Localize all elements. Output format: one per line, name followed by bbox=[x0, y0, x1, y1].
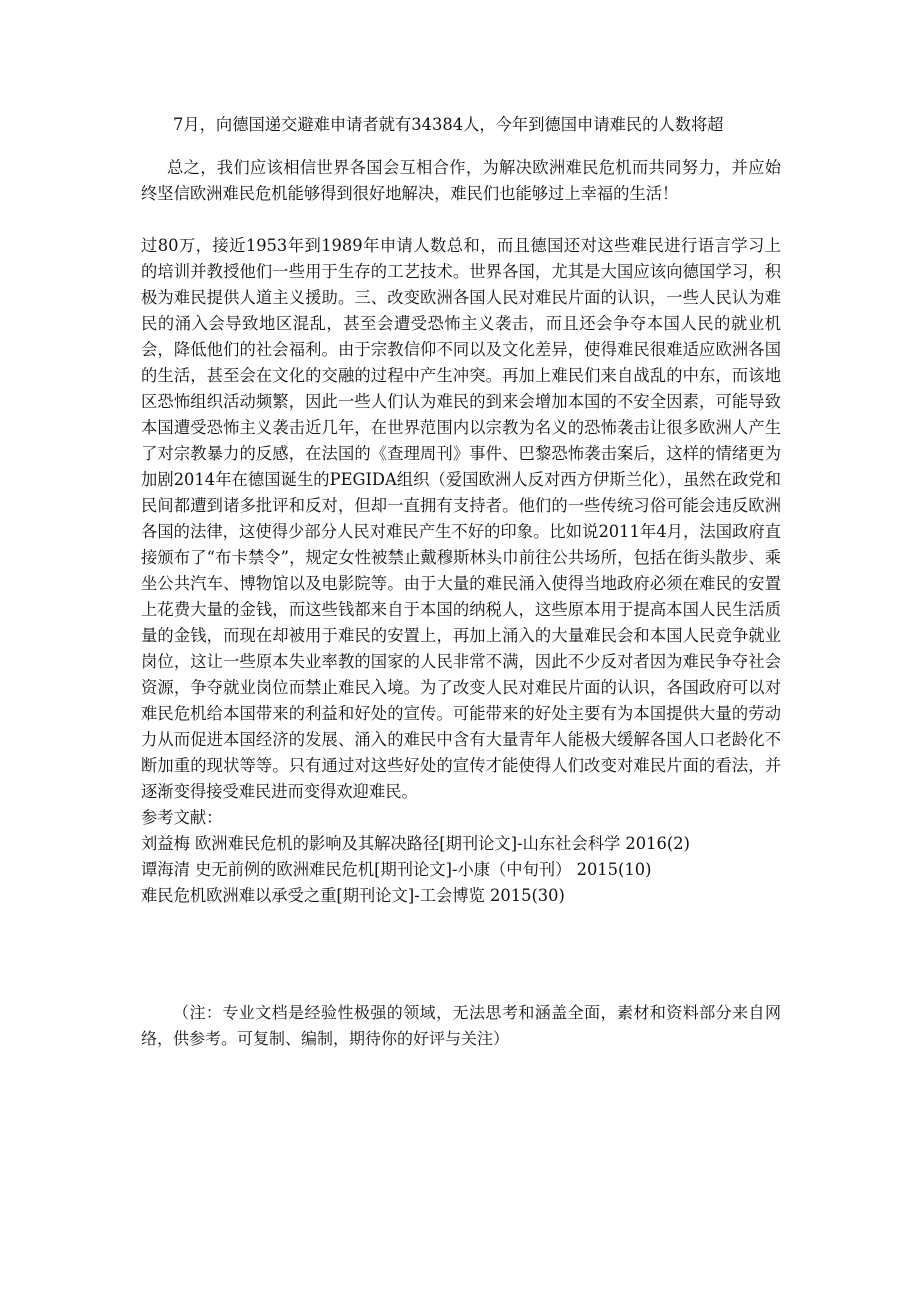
note-paragraph: （注：专业文档是经验性极强的领域，无法思考和涵盖全面，素材和资料部分来自网络，供参考。可复制、编制，期待你的好评与关注） bbox=[141, 1003, 781, 1048]
reference-item: 难民危机欧洲难以承受之重[期刊论文]-工会博览 2015(30) bbox=[141, 886, 565, 905]
reference-item: 谭海清 史无前例的欧洲难民危机[期刊论文]-小康（中旬刊） 2015(10) bbox=[141, 860, 652, 879]
reference-item: 刘益梅 欧洲难民危机的影响及其解决路径[期刊论文]-山东社会科学 2016(2) bbox=[141, 834, 690, 853]
body-paragraph: 过80万，接近1953年到1989年申请人数总和，而且德国还对这些难民进行语言学习上的培训并教授他们一些用于生存的工艺技术。世界各国，尤其是大国应该向德国学习，积极为难民提供人道主义援助。三、改变欧洲各国人民对难民片面的认识，一些人民认为难民的涌入会导致地区混乱，甚至会遭受恐怖主义袭击，而且还会争夺本国人民的就业机会，降低他们的社会福利。由于宗教信仰不同以及文化差异，使得难民很难适应欧洲各国的生活，甚至会在文化的交融的过程中产生冲突。再加上难民们来自战乱的中东，而该地区恐怖组织活动频繁，因此一些人们认为难民的到来会增加本国的不安全因素，可能导致本国遭受恐怖主义袭击近几年，在世界范围内以宗教为名义的恐怖袭击让很多欧洲人产生了对宗教暴力的反感，在法国的《查理周刊》事件、巴黎恐怖袭击案后，这样的情绪更为加剧2014年在德国诞生的PEGIDA组织（爱国欧洲人反对西方伊斯兰化），虽然在政党和民间都遭到诸多批评和反对，但却一直拥有支持者。他们的一些传统习俗可能会违反欧洲各国的法律，这使得少部分人民对难民产生不好的印象。比如说2011年4月，法国政府直接颁布了“布卡禁令”，规定女性被禁止戴穆斯林头巾前往公共场所，包括在街头散步、乘坐公共汽车、博物馆以及电影院等。由于大量的难民涌入使得当地政府必须在难民的安置上花费大量的金钱，而这些钱都来自于本国的纳税人，这些原本用于提高本国人民生活质量的金钱，而现在却被用于难民的安置上，再加上涌入的大量难民会和本国人民竞争就业岗位，这让一些原本失业率教的国家的人民非常不满，因此不少反对者因为难民争夺社会资源，争夺就业岗位而禁止难民入境。为了改变人民对难民片面的认识，各国政府可以对难民危机给本国带来的利益和好处的宣传。可能带来的好处主要有为本国提供大量的劳动力从而促进本国经济的发展、涌入的难民中含有大量青年人能极大缓解各国人口老龄化不断加重的现状等等。只有通过对这些好处的宣传才能使得人们改变对难民片面的看法，并逐渐变得接受难民进而变得欢迎难民。 bbox=[141, 236, 781, 801]
intro-line: 7月，向德国递交避难申请者就有34384人，今年到德国申请难民的人数将超 bbox=[173, 115, 724, 134]
references-heading: 参考文献： bbox=[141, 808, 223, 827]
references-section bbox=[141, 805, 781, 909]
summary-paragraph: 总之，我们应该相信世界各国会互相合作，为解决欧洲难民危机而共同努力，并应始终坚信欧洲难民危机能够得到很好地解决，难民们也能够过上幸福的生活！ bbox=[141, 158, 781, 203]
